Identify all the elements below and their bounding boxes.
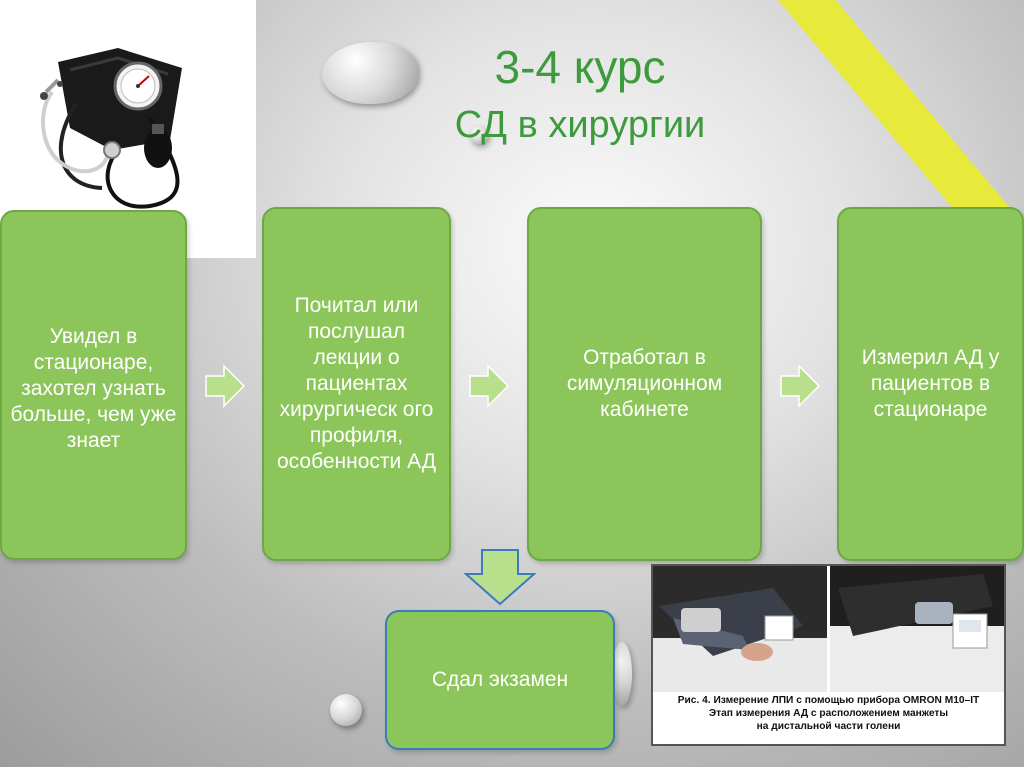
measurement-photo — [651, 564, 1006, 746]
arrow-right-icon — [779, 364, 821, 408]
arrow-right-icon — [468, 364, 510, 408]
water-drop-decoration — [330, 694, 362, 726]
caption-line-2: Этап измерения АД с расположением манжеты — [708, 707, 949, 719]
water-drop-decoration — [322, 42, 418, 104]
step-box-4: Измерил АД у пациентов в стационаре — [837, 207, 1024, 561]
water-drop-decoration — [612, 642, 632, 706]
caption-line-3: на дистальной части голени — [756, 720, 901, 732]
photo-caption — [653, 695, 1004, 733]
bp-measurement-icon — [653, 566, 1004, 692]
arrow-right-icon — [204, 364, 246, 408]
final-step-box: Сдал экзамен — [385, 610, 615, 750]
slide-subtitle: СД в хирургии — [454, 104, 706, 146]
slide-title: 3-4 курс — [494, 41, 666, 93]
step-box-2: Почитал или послушал лекции о пациентах хирургическ ого профиля, особенности АД — [262, 207, 451, 561]
step-box-3: Отработал в симуляционном кабинете — [527, 207, 762, 561]
arrow-down-icon — [464, 548, 536, 606]
caption-line-1: Рис. 4. Измерение ЛПИ с помощью прибора OMRON M10–IT — [677, 695, 980, 706]
step-box-1: Увидел в стационаре, захотел узнать больше, чем уже знает — [0, 210, 187, 560]
